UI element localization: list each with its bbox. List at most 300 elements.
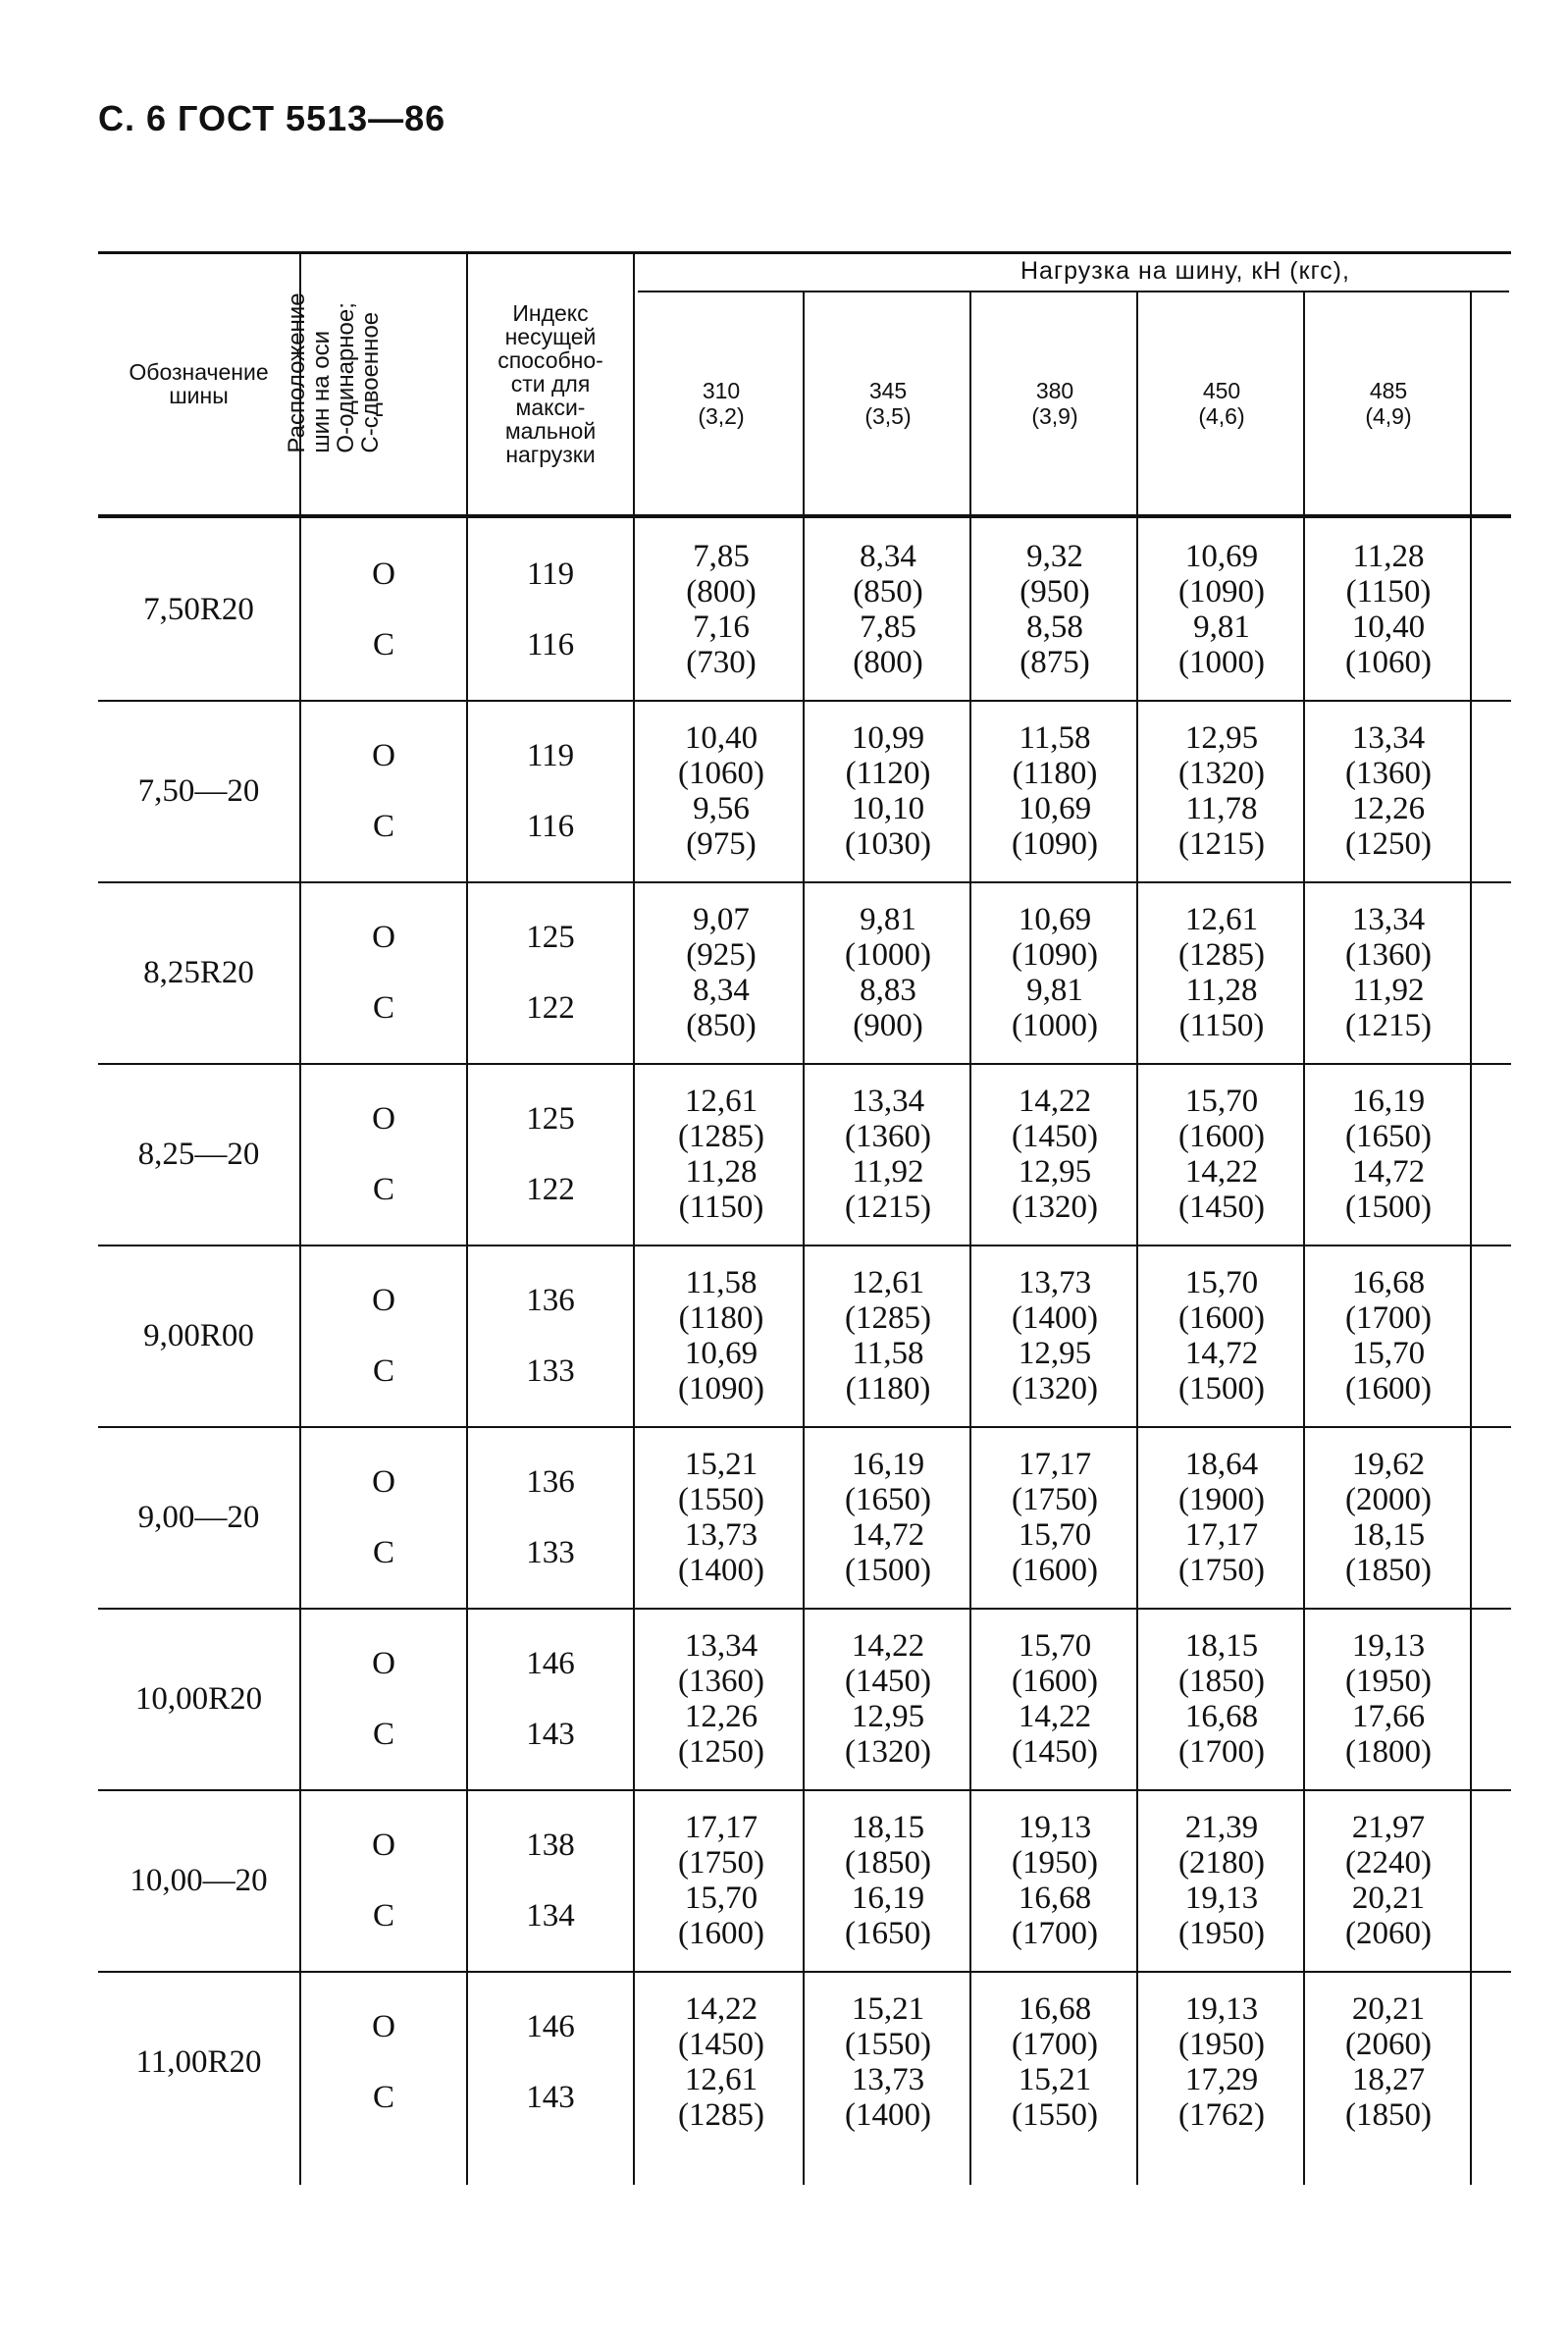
load-cell bbox=[971, 1426, 1138, 1608]
load-cell bbox=[805, 1971, 971, 2152]
position-single: O bbox=[372, 1282, 395, 1318]
load-kgf-dual: (1500) bbox=[845, 1552, 931, 1588]
load-index-single: 136 bbox=[526, 1282, 575, 1318]
load-index bbox=[468, 1063, 633, 1245]
load-kn-dual: 8,83 bbox=[860, 972, 916, 1008]
load-kgf-dual: (1550) bbox=[1012, 2096, 1098, 2133]
header-load-kgf: (3,2) bbox=[698, 403, 745, 429]
header-load-value: 485 bbox=[1369, 378, 1408, 403]
load-index-single: 119 bbox=[526, 556, 575, 592]
load-cell bbox=[805, 518, 971, 700]
load-kn-single: 19,13 bbox=[1351, 1627, 1426, 1664]
load-kgf-dual: (1180) bbox=[845, 1370, 931, 1406]
position-dual: C bbox=[372, 2079, 394, 2115]
load-kgf-single: (1950) bbox=[1012, 1844, 1098, 1881]
load-index bbox=[468, 518, 633, 700]
load-cell bbox=[638, 881, 805, 1063]
header-load-kgf: (3,9) bbox=[1031, 403, 1078, 429]
load-kn-single: 21,39 bbox=[1184, 1809, 1259, 1845]
load-kn-dual: 10,10 bbox=[851, 790, 925, 826]
load-cell bbox=[971, 881, 1138, 1063]
load-kgf-single: (1850) bbox=[845, 1844, 931, 1881]
tire-designation: 11,00R20 bbox=[135, 2043, 262, 2080]
load-kgf-single: (1320) bbox=[1178, 755, 1265, 791]
load-kgf-dual: (1215) bbox=[1178, 825, 1265, 862]
load-kn-single: 21,97 bbox=[1351, 1809, 1426, 1845]
load-kgf-dual: (1215) bbox=[1345, 1007, 1432, 1043]
load-kgf-dual: (1400) bbox=[678, 1552, 764, 1588]
load-kgf-single: (2240) bbox=[1345, 1844, 1432, 1881]
load-cell bbox=[1138, 700, 1305, 881]
header-load-kgf: (4,9) bbox=[1365, 403, 1412, 429]
load-kgf-dual: (1850) bbox=[1345, 2096, 1432, 2133]
load-kn-dual: 18,15 bbox=[1351, 1516, 1426, 1553]
header-index-line: несущей bbox=[504, 324, 597, 349]
load-kn-single: 12,95 bbox=[1184, 719, 1259, 756]
load-index-dual: 133 bbox=[526, 1352, 575, 1389]
load-kgf-single: (1600) bbox=[1012, 1663, 1098, 1699]
header-load-kgf: (4,6) bbox=[1198, 403, 1245, 429]
load-kn-single: 15,70 bbox=[1184, 1083, 1259, 1119]
load-cell bbox=[805, 1063, 971, 1245]
load-kn-dual: 12,95 bbox=[1018, 1153, 1092, 1190]
header-load-kgf: (3,5) bbox=[864, 403, 912, 429]
position-dual: C bbox=[372, 1352, 394, 1389]
page-header: С. 6 ГОСТ 5513—86 bbox=[98, 98, 446, 138]
header-index-line: способно- bbox=[497, 347, 603, 373]
position-single: O bbox=[372, 2008, 395, 2044]
load-kgf-single: (1090) bbox=[1012, 936, 1098, 973]
load-index-single: 125 bbox=[526, 1100, 575, 1137]
position-dual: C bbox=[372, 1716, 394, 1752]
load-index-dual: 122 bbox=[526, 1171, 575, 1207]
load-cell bbox=[971, 1063, 1138, 1245]
load-kgf-single: (1700) bbox=[1345, 1299, 1432, 1336]
load-kn-dual: 15,70 bbox=[1018, 1516, 1092, 1553]
load-kgf-single: (1150) bbox=[1345, 573, 1432, 610]
load-kgf-single: (1285) bbox=[1178, 936, 1265, 973]
load-index bbox=[468, 1608, 633, 1789]
load-cell bbox=[1305, 518, 1472, 700]
load-kgf-dual: (1700) bbox=[1012, 1915, 1098, 1951]
load-index bbox=[468, 1426, 633, 1608]
header-load-value: 345 bbox=[868, 378, 908, 403]
load-cell bbox=[638, 1426, 805, 1608]
load-kn-single: 9,81 bbox=[860, 901, 916, 937]
position-single: O bbox=[372, 1827, 395, 1863]
load-kgf-single: (1850) bbox=[1178, 1663, 1265, 1699]
load-kn-dual: 11,92 bbox=[1352, 972, 1425, 1008]
load-cell bbox=[971, 1789, 1138, 1971]
load-kn-single: 18,15 bbox=[851, 1809, 925, 1845]
load-index-single: 119 bbox=[526, 737, 575, 773]
load-kn-single: 10,99 bbox=[851, 719, 925, 756]
load-cell bbox=[805, 1245, 971, 1426]
load-kn-dual: 17,29 bbox=[1184, 2061, 1259, 2097]
load-kn-single: 9,07 bbox=[693, 901, 750, 937]
load-cell bbox=[805, 1426, 971, 1608]
load-kgf-dual: (1215) bbox=[845, 1189, 931, 1225]
load-cell bbox=[1138, 1426, 1305, 1608]
load-kgf-single: (1060) bbox=[678, 755, 764, 791]
load-kn-single: 16,68 bbox=[1351, 1264, 1426, 1300]
load-kgf-dual: (1090) bbox=[1012, 825, 1098, 862]
load-kn-single: 18,15 bbox=[1184, 1627, 1259, 1664]
load-kn-single: 16,19 bbox=[851, 1446, 925, 1482]
load-kgf-single: (1360) bbox=[678, 1663, 764, 1699]
position-single: O bbox=[372, 919, 395, 955]
header-position-line: С-сдвоенное bbox=[357, 311, 384, 453]
load-kgf-dual: (1600) bbox=[1012, 1552, 1098, 1588]
load-cell bbox=[638, 1608, 805, 1789]
load-kn-single: 10,69 bbox=[1018, 901, 1092, 937]
load-index-dual: 116 bbox=[526, 626, 575, 662]
load-kgf-dual: (1000) bbox=[1012, 1007, 1098, 1043]
load-kn-single: 11,58 bbox=[685, 1264, 758, 1300]
load-kgf-single: (2000) bbox=[1345, 1481, 1432, 1517]
load-kn-dual: 8,58 bbox=[1026, 609, 1083, 645]
load-kgf-dual: (850) bbox=[686, 1007, 757, 1043]
load-kn-single: 16,19 bbox=[1351, 1083, 1426, 1119]
tire-designation: 8,25—20 bbox=[137, 1136, 260, 1172]
load-kn-single: 13,73 bbox=[1018, 1264, 1092, 1300]
load-kgf-dual: (1030) bbox=[845, 825, 931, 862]
load-index-dual: 134 bbox=[526, 1897, 575, 1934]
header-position-line: Расположение bbox=[284, 292, 310, 453]
load-kgf-single: (1285) bbox=[845, 1299, 931, 1336]
load-kgf-dual: (1500) bbox=[1345, 1189, 1432, 1225]
axle-position bbox=[301, 1426, 466, 1608]
load-kn-single: 13,34 bbox=[851, 1083, 925, 1119]
load-kgf-dual: (1750) bbox=[1178, 1552, 1265, 1588]
load-kn-dual: 14,72 bbox=[1184, 1335, 1259, 1371]
load-kn-single: 15,70 bbox=[1018, 1627, 1092, 1664]
header-index-line: нагрузки bbox=[505, 442, 596, 467]
load-kgf-single: (1550) bbox=[678, 1481, 764, 1517]
position-dual: C bbox=[372, 989, 394, 1026]
load-kgf-dual: (1600) bbox=[678, 1915, 764, 1951]
load-kn-single: 7,85 bbox=[693, 538, 750, 574]
load-kn-dual: 17,66 bbox=[1351, 1698, 1426, 1734]
position-dual: C bbox=[372, 1534, 394, 1570]
load-kgf-single: (1360) bbox=[1345, 755, 1432, 791]
load-cell bbox=[638, 700, 805, 881]
load-kgf-dual: (1600) bbox=[1345, 1370, 1432, 1406]
load-kn-dual: 11,28 bbox=[685, 1153, 758, 1190]
load-cell bbox=[1138, 518, 1305, 700]
load-kgf-single: (1750) bbox=[678, 1844, 764, 1881]
load-kn-dual: 11,28 bbox=[1185, 972, 1258, 1008]
load-kn-single: 12,61 bbox=[1184, 901, 1259, 937]
header-load-value: 380 bbox=[1035, 378, 1074, 403]
load-cell bbox=[638, 1245, 805, 1426]
header-load-value: 310 bbox=[702, 378, 741, 403]
load-kgf-dual: (1450) bbox=[1012, 1733, 1098, 1770]
load-kn-dual: 14,22 bbox=[1184, 1153, 1259, 1190]
header-load bbox=[638, 292, 805, 514]
load-kn-single: 11,58 bbox=[1019, 719, 1091, 756]
load-kn-dual: 16,68 bbox=[1018, 1880, 1092, 1916]
position-single: O bbox=[372, 556, 395, 592]
load-kgf-dual: (1450) bbox=[1178, 1189, 1265, 1225]
load-kn-dual: 16,68 bbox=[1184, 1698, 1259, 1734]
header-index-line: макси- bbox=[515, 395, 586, 420]
load-kn-single: 15,21 bbox=[684, 1446, 758, 1482]
header-index-line: Индекс bbox=[512, 300, 589, 326]
axle-position bbox=[301, 1608, 466, 1789]
load-kgf-single: (1180) bbox=[678, 1299, 764, 1336]
load-kgf-dual: (1500) bbox=[1178, 1370, 1265, 1406]
load-kgf-single: (1180) bbox=[1012, 755, 1098, 791]
load-kgf-single: (1550) bbox=[845, 2026, 931, 2062]
load-kn-single: 19,62 bbox=[1351, 1446, 1426, 1482]
load-kn-single: 11,28 bbox=[1352, 538, 1425, 574]
load-cell bbox=[1305, 1789, 1472, 1971]
axle-position bbox=[301, 881, 466, 1063]
load-cell bbox=[805, 1789, 971, 1971]
load-kn-dual: 8,34 bbox=[693, 972, 750, 1008]
load-index-single: 138 bbox=[526, 1827, 575, 1863]
load-kn-single: 19,13 bbox=[1184, 1990, 1259, 2027]
load-kgf-single: (1450) bbox=[845, 1663, 931, 1699]
load-kgf-dual: (1150) bbox=[1178, 1007, 1265, 1043]
load-kn-dual: 7,85 bbox=[860, 609, 916, 645]
header-index bbox=[468, 253, 633, 514]
load-kn-single: 13,34 bbox=[1351, 719, 1426, 756]
load-kgf-dual: (1250) bbox=[1345, 825, 1432, 862]
load-kn-dual: 9,81 bbox=[1193, 609, 1250, 645]
load-kgf-dual: (800) bbox=[853, 644, 923, 680]
load-kgf-dual: (1700) bbox=[1178, 1733, 1265, 1770]
load-kgf-dual: (1320) bbox=[1012, 1189, 1098, 1225]
load-kgf-dual: (1000) bbox=[1178, 644, 1265, 680]
load-kgf-dual: (1150) bbox=[678, 1189, 764, 1225]
load-index-dual: 143 bbox=[526, 1716, 575, 1752]
load-kgf-single: (1650) bbox=[1345, 1118, 1432, 1154]
load-kgf-single: (950) bbox=[1019, 573, 1090, 610]
load-kgf-dual: (2060) bbox=[1345, 1915, 1432, 1951]
load-kn-single: 14,22 bbox=[684, 1990, 758, 2027]
load-kn-single: 9,32 bbox=[1026, 538, 1083, 574]
axle-position bbox=[301, 1245, 466, 1426]
tire-designation: 7,50—20 bbox=[137, 772, 260, 809]
load-cell bbox=[1138, 1063, 1305, 1245]
load-cell bbox=[1305, 1063, 1472, 1245]
load-kgf-single: (2180) bbox=[1178, 1844, 1265, 1881]
load-kn-single: 8,34 bbox=[860, 538, 916, 574]
load-kn-single: 10,69 bbox=[1184, 538, 1259, 574]
load-kgf-single: (1700) bbox=[1012, 2026, 1098, 2062]
position-dual: C bbox=[372, 808, 394, 844]
header-position bbox=[285, 292, 383, 452]
tire-designation: 10,00R20 bbox=[134, 1680, 263, 1717]
load-kgf-single: (1090) bbox=[1178, 573, 1265, 610]
load-kn-single: 14,22 bbox=[851, 1627, 925, 1664]
load-kgf-single: (1450) bbox=[1012, 1118, 1098, 1154]
load-kn-dual: 13,73 bbox=[684, 1516, 758, 1553]
load-kgf-dual: (1950) bbox=[1178, 1915, 1265, 1951]
load-index-single: 125 bbox=[526, 919, 575, 955]
load-kn-single: 14,22 bbox=[1018, 1083, 1092, 1119]
load-kgf-single: (1120) bbox=[845, 755, 931, 791]
tire-designation: 7,50R20 bbox=[143, 591, 254, 627]
position-single: O bbox=[372, 1463, 395, 1500]
load-cell bbox=[1138, 1245, 1305, 1426]
load-cell bbox=[638, 1789, 805, 1971]
load-kn-single: 18,64 bbox=[1184, 1446, 1259, 1482]
load-kn-single: 15,21 bbox=[851, 1990, 925, 2027]
load-kgf-single: (1450) bbox=[678, 2026, 764, 2062]
load-kn-dual: 14,22 bbox=[1018, 1698, 1092, 1734]
load-kgf-single: (1360) bbox=[1345, 936, 1432, 973]
load-kgf-single: (925) bbox=[686, 936, 757, 973]
load-kn-dual: 12,95 bbox=[851, 1698, 925, 1734]
load-kgf-single: (2060) bbox=[1345, 2026, 1432, 2062]
load-cell bbox=[1305, 1971, 1472, 2152]
load-kgf-single: (850) bbox=[853, 573, 923, 610]
load-cell bbox=[1305, 1608, 1472, 1789]
header-designation-text: Обозначение шины bbox=[129, 359, 269, 408]
load-index-single: 146 bbox=[526, 1645, 575, 1681]
header-position-line: шин на оси bbox=[308, 330, 335, 453]
load-kgf-dual: (1320) bbox=[1012, 1370, 1098, 1406]
load-kn-dual: 12,26 bbox=[1351, 790, 1426, 826]
load-cell bbox=[1305, 700, 1472, 881]
header-position-line: О-одинарное; bbox=[333, 302, 359, 453]
load-cell bbox=[1138, 1608, 1305, 1789]
load-kn-dual: 12,61 bbox=[684, 2061, 758, 2097]
load-cell bbox=[638, 518, 805, 700]
load-kgf-dual: (1400) bbox=[845, 2096, 931, 2133]
load-kgf-single: (1600) bbox=[1178, 1299, 1265, 1336]
load-kgf-single: (1750) bbox=[1012, 1481, 1098, 1517]
position-single: O bbox=[372, 737, 395, 773]
load-kn-dual: 19,13 bbox=[1184, 1880, 1259, 1916]
load-kgf-dual: (875) bbox=[1019, 644, 1090, 680]
load-kn-dual: 14,72 bbox=[1351, 1153, 1426, 1190]
position-single: O bbox=[372, 1100, 395, 1137]
header-designation bbox=[98, 253, 299, 514]
load-kgf-dual: (1850) bbox=[1345, 1552, 1432, 1588]
load-kn-dual: 11,92 bbox=[852, 1153, 924, 1190]
load-kn-single: 13,34 bbox=[684, 1627, 758, 1664]
load-kn-dual: 9,56 bbox=[693, 790, 750, 826]
axle-position bbox=[301, 1789, 466, 1971]
load-index bbox=[468, 1245, 633, 1426]
load-kgf-dual: (1320) bbox=[845, 1733, 931, 1770]
load-index-dual: 133 bbox=[526, 1534, 575, 1570]
load-cell bbox=[1138, 1789, 1305, 1971]
load-kgf-single: (1000) bbox=[845, 936, 931, 973]
load-cell bbox=[805, 881, 971, 1063]
load-index-dual: 116 bbox=[526, 808, 575, 844]
load-kn-dual: 18,27 bbox=[1351, 2061, 1426, 2097]
load-kn-single: 16,68 bbox=[1018, 1990, 1092, 2027]
load-index bbox=[468, 700, 633, 881]
load-kn-dual: 10,40 bbox=[1351, 609, 1426, 645]
load-kn-dual: 10,69 bbox=[684, 1335, 758, 1371]
load-kn-single: 17,17 bbox=[684, 1809, 758, 1845]
load-index bbox=[468, 881, 633, 1063]
load-cell bbox=[1305, 881, 1472, 1063]
axle-position bbox=[301, 518, 466, 700]
load-kgf-dual: (1250) bbox=[678, 1733, 764, 1770]
load-kgf-dual: (900) bbox=[853, 1007, 923, 1043]
load-kgf-single: (800) bbox=[686, 573, 757, 610]
load-kn-dual: 15,21 bbox=[1018, 2061, 1092, 2097]
position-dual: C bbox=[372, 626, 394, 662]
load-cell bbox=[1305, 1426, 1472, 1608]
load-kn-dual: 20,21 bbox=[1351, 1880, 1426, 1916]
load-index bbox=[468, 1789, 633, 1971]
load-cell bbox=[1138, 881, 1305, 1063]
load-kgf-single: (1900) bbox=[1178, 1481, 1265, 1517]
header-load bbox=[971, 292, 1138, 514]
load-cell bbox=[1305, 1245, 1472, 1426]
header-load bbox=[1305, 292, 1472, 514]
load-cell bbox=[805, 1608, 971, 1789]
load-kn-single: 13,34 bbox=[1351, 901, 1426, 937]
header-load-value: 450 bbox=[1202, 378, 1241, 403]
load-kn-dual: 15,70 bbox=[1351, 1335, 1426, 1371]
load-kn-dual: 10,69 bbox=[1018, 790, 1092, 826]
load-kn-dual: 9,81 bbox=[1026, 972, 1083, 1008]
load-kn-single: 10,40 bbox=[684, 719, 758, 756]
load-cell bbox=[638, 1971, 805, 2152]
load-kgf-dual: (730) bbox=[686, 644, 757, 680]
load-kgf-dual: (975) bbox=[686, 825, 757, 862]
load-cell bbox=[638, 1063, 805, 1245]
load-kgf-single: (1600) bbox=[1178, 1118, 1265, 1154]
load-kgf-single: (1285) bbox=[678, 1118, 764, 1154]
header-load bbox=[1138, 292, 1305, 514]
load-kn-single: 12,61 bbox=[851, 1264, 925, 1300]
load-cell bbox=[971, 700, 1138, 881]
load-kn-dual: 15,70 bbox=[684, 1880, 758, 1916]
header-index-line: мальной bbox=[504, 418, 597, 444]
tire-designation: 8,25R20 bbox=[143, 954, 254, 990]
load-kn-dual: 11,58 bbox=[852, 1335, 924, 1371]
axle-position bbox=[301, 1971, 466, 2152]
load-kn-dual: 12,95 bbox=[1018, 1335, 1092, 1371]
load-cell bbox=[971, 518, 1138, 700]
load-kn-dual: 11,78 bbox=[1185, 790, 1258, 826]
load-index-single: 136 bbox=[526, 1463, 575, 1500]
header-index-line: сти для bbox=[510, 371, 591, 397]
position-single: O bbox=[372, 1645, 395, 1681]
load-kgf-single: (1950) bbox=[1178, 2026, 1265, 2062]
load-cell bbox=[971, 1608, 1138, 1789]
load-kgf-single: (1400) bbox=[1012, 1299, 1098, 1336]
axle-position bbox=[301, 1063, 466, 1245]
load-index bbox=[468, 1971, 633, 2152]
load-kgf-dual: (1762) bbox=[1178, 2096, 1265, 2133]
load-index-dual: 122 bbox=[526, 989, 575, 1026]
tire-designation: 9,00R00 bbox=[143, 1317, 254, 1353]
load-index-single: 146 bbox=[526, 2008, 575, 2044]
load-kn-dual: 17,17 bbox=[1184, 1516, 1259, 1553]
load-kn-dual: 12,26 bbox=[684, 1698, 758, 1734]
load-cell bbox=[971, 1971, 1138, 2152]
load-kn-single: 19,13 bbox=[1018, 1809, 1092, 1845]
load-kn-single: 17,17 bbox=[1018, 1446, 1092, 1482]
load-kn-dual: 14,72 bbox=[851, 1516, 925, 1553]
load-kgf-dual: (1090) bbox=[678, 1370, 764, 1406]
load-kn-dual: 13,73 bbox=[851, 2061, 925, 2097]
load-kgf-dual: (1650) bbox=[845, 1915, 931, 1951]
load-kn-single: 15,70 bbox=[1184, 1264, 1259, 1300]
header-load-group: Нагрузка на шину, кН (кгс), bbox=[1020, 257, 1350, 285]
